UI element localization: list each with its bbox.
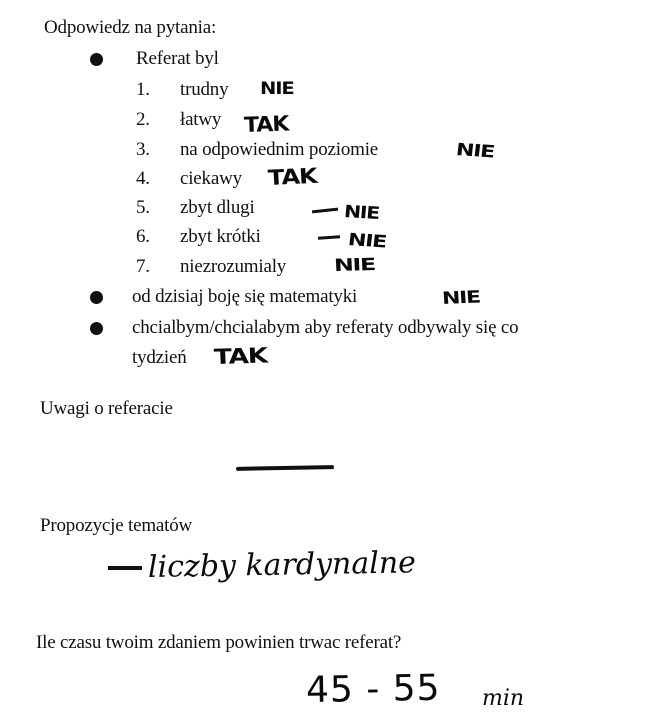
item-text-zbyt-krotki: zbyt krótki bbox=[180, 226, 261, 247]
item-number: 2. bbox=[136, 109, 150, 130]
bullet-icon bbox=[90, 322, 103, 335]
item-text-zbyt-dlugi: zbyt dlugi bbox=[180, 197, 255, 218]
answer-latwy: TAK bbox=[243, 111, 289, 137]
referat-label: Referat byl bbox=[136, 48, 219, 69]
bullet-icon bbox=[90, 291, 103, 304]
item-number: 7. bbox=[136, 256, 150, 277]
answer-weekly: TAK bbox=[213, 343, 268, 369]
crossed-out-mark bbox=[312, 208, 338, 214]
remarks-label: Uwagi o referacie bbox=[40, 398, 173, 419]
crossed-out-mark bbox=[318, 235, 340, 240]
topics-answer: liczby kardynalne bbox=[147, 545, 417, 585]
answer-math: NIE bbox=[441, 287, 481, 309]
item-text-trudny: trudny bbox=[180, 79, 229, 100]
item-number: 4. bbox=[136, 168, 150, 189]
duration-question: Ile czasu twoim zdaniem powinien trwac referat? bbox=[36, 632, 402, 653]
answer-zbyt-dlugi: NIE bbox=[343, 202, 380, 225]
form-heading: Odpowiedz na pytania: bbox=[44, 17, 217, 38]
item-number: 1. bbox=[136, 79, 150, 100]
duration-answer: 45 - 55 bbox=[305, 667, 441, 711]
item-text-poziom: na odpowiednim poziomie bbox=[180, 139, 379, 160]
answer-poziom: NIE bbox=[454, 140, 495, 163]
answer-niezrozumialy: NIE bbox=[333, 254, 376, 276]
item-text-niezrozumialy: niezrozumialy bbox=[180, 256, 287, 277]
duration-unit: min bbox=[482, 686, 525, 711]
item-number: 6. bbox=[136, 226, 150, 247]
answer-trudny: NIE bbox=[260, 79, 294, 99]
statement-weekly-line1: chcialbym/chcialabym aby referaty odbywaly się co bbox=[132, 317, 519, 338]
crossed-out-mark bbox=[108, 566, 142, 570]
answer-zbyt-krotki: NIE bbox=[346, 230, 387, 253]
item-text-latwy: łatwy bbox=[180, 109, 222, 130]
item-number: 3. bbox=[136, 139, 150, 160]
remarks-answer-dash bbox=[236, 465, 334, 471]
item-number: 5. bbox=[136, 197, 150, 218]
item-text-ciekawy: ciekawy bbox=[180, 168, 242, 189]
statement-math: od dzisiaj boję się matematyki bbox=[132, 286, 358, 307]
bullet-icon bbox=[90, 53, 103, 66]
answer-ciekawy: TAK bbox=[267, 163, 318, 190]
statement-weekly-line2: tydzień bbox=[132, 347, 187, 368]
topics-label: Propozycje tematów bbox=[40, 515, 193, 536]
